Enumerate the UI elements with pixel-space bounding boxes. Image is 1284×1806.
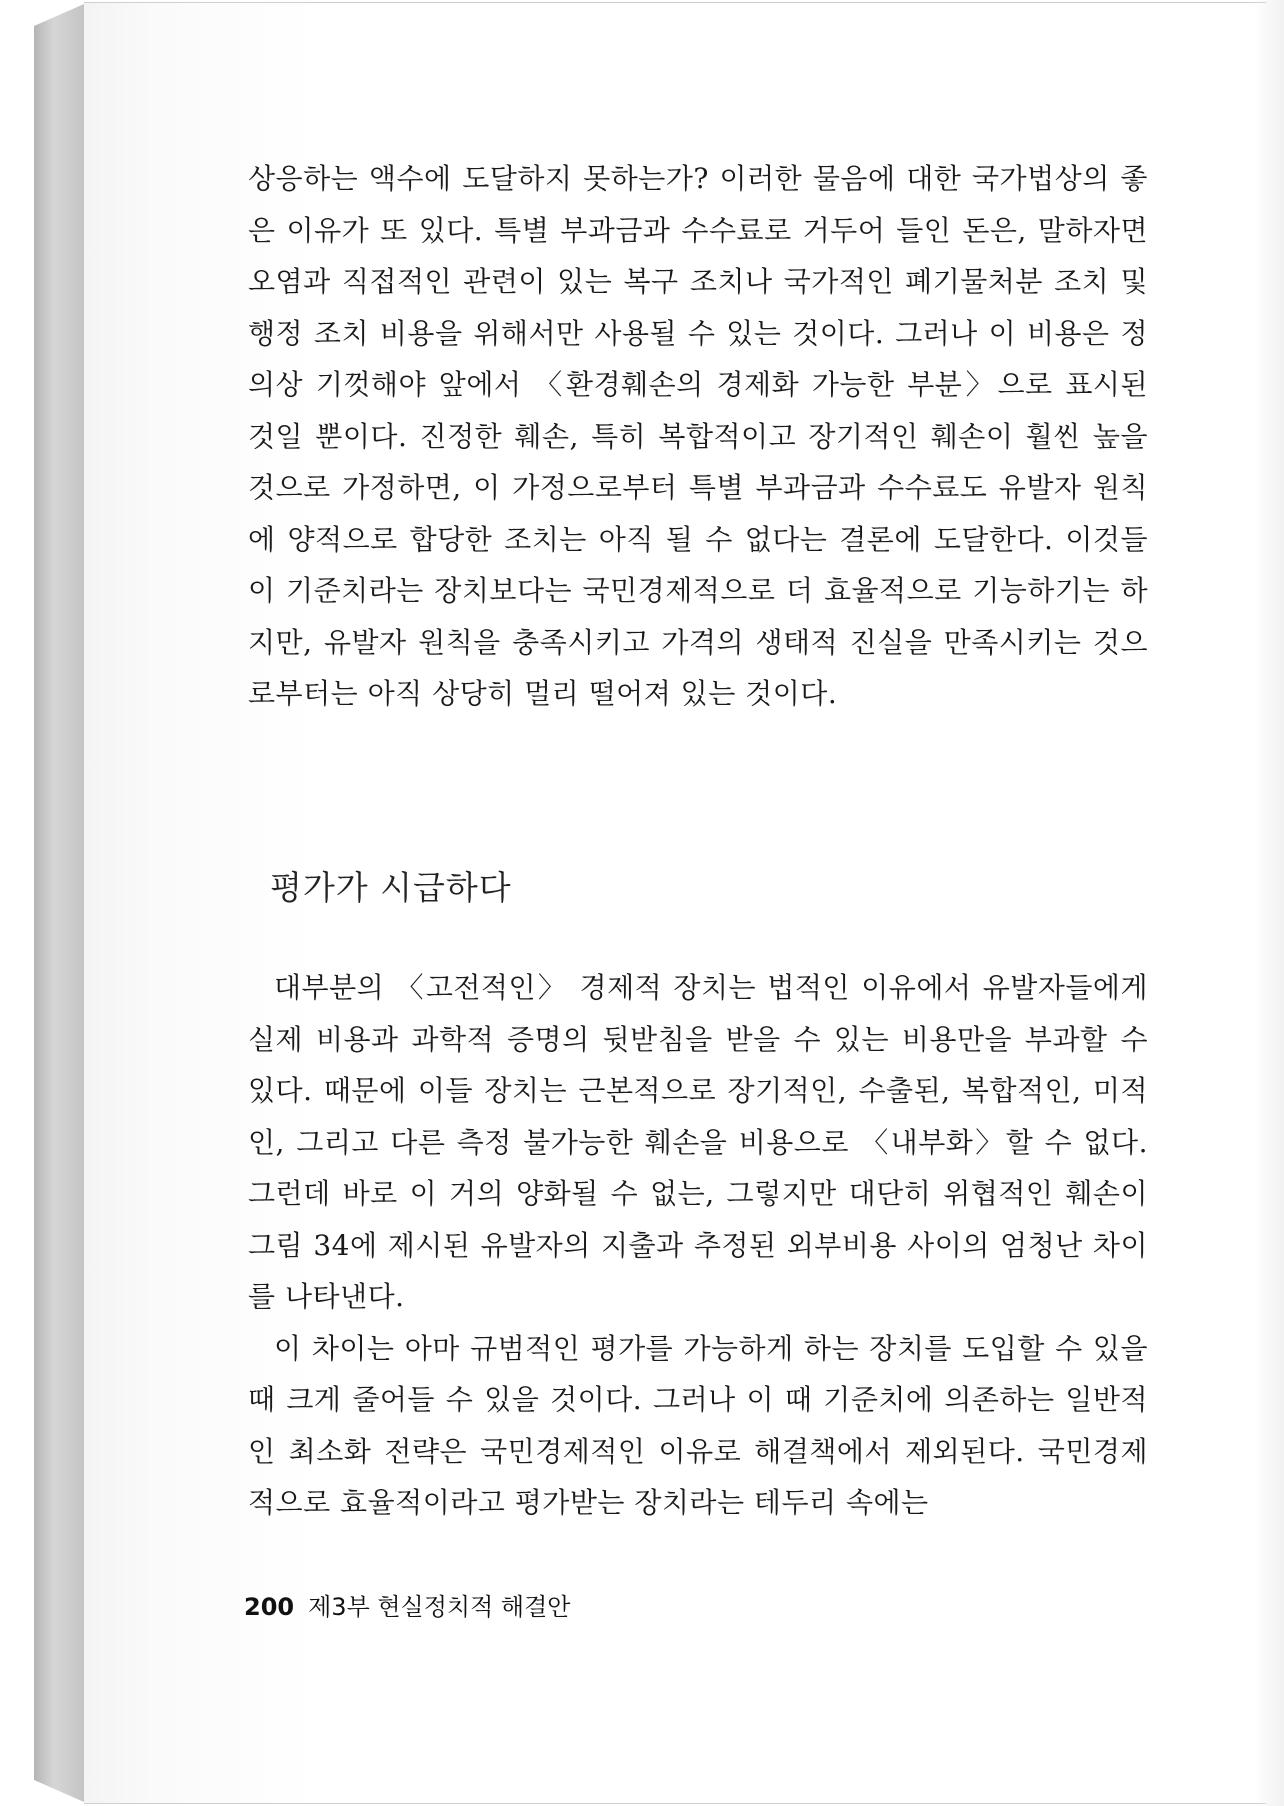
page-right-shadow [1254, 0, 1284, 1806]
paragraph-3: 이 차이는 아마 규범적인 평가를 가능하게 하는 장치를 도입할 수 있을 때 크게 줄어들 수 있을 것이다. 그러나 이 때 기준치에 의존하는 일반적인 최소화 전략은 국민경제적인 이유로 해결책에서 제외된다. 국민경제적으로 효율적이라고 평가받는 장치라는 테두리 속에는 [248, 1331, 1148, 1519]
body-text-block-1 [248, 153, 1148, 720]
paragraph-1: 상응하는 액수에 도달하지 못하는가? 이러한 물음에 대한 국가법상의 좋은 이유가 또 있다. 특별 부과금과 수수료로 거두어 들인 돈은, 말하자면 오염과 직접적인 관련이 있는 복구 조치나 국가적인 폐기물처분 조치 및 행정 조치 비용을 위해서만 사용될 수 있는 것이다. 그러나 이 비용은 정의상 기껏해야 앞에서 〈환경훼손의 경제화 가능한 부분〉으로 표시된 것일 뿐이다. 진정한 훼손, 특히 복합적이고 장기적인 훼손이 훨씬 높을 것으로 가정하면, 이 가정으로부터 특별 부과금과 수수료도 유발자 원칙에 양적으로 합당한 조치는 아직 될 수 없다는 결론에 도달한다. 이것들이 기준치라는 장치보다는 국민경제적으로 더 효율적으로 기능하기는 하지만, 유발자 원칙을 충족시키고 가격의 생태적 진실을 만족시키는 것으로부터는 아직 상당히 멀리 떨어져 있는 것이다. [248, 162, 1148, 710]
running-title: 제3부 현실정치적 해결안 [308, 1593, 571, 1621]
section-heading: 평가가 시급하다 [270, 868, 512, 907]
page-footer [244, 1587, 570, 1622]
book-spine-edge [34, 4, 84, 1802]
page-number: 200 [244, 1593, 295, 1621]
body-text-block-2 [248, 962, 1148, 1529]
paragraph-2: 대부분의 〈고전적인〉 경제적 장치는 법적인 이유에서 유발자들에게 실제 비용과 과학적 증명의 뒷받침을 받을 수 있는 비용만을 부과할 수 있다. 때문에 이들 장치는 근본적으로 장기적인, 수출된, 복합적인, 미적인, 그리고 다른 측정 불가능한 훼손을 비용으로 〈내부화〉할 수 없다. 그런데 바로 이 거의 양화될 수 없는, 그렇지만 대단히 위협적인 훼손이 그림 34에 제시된 유발자의 지출과 추정된 외부비용 사이의 엄청난 차이를 나타낸다. [248, 971, 1148, 1313]
